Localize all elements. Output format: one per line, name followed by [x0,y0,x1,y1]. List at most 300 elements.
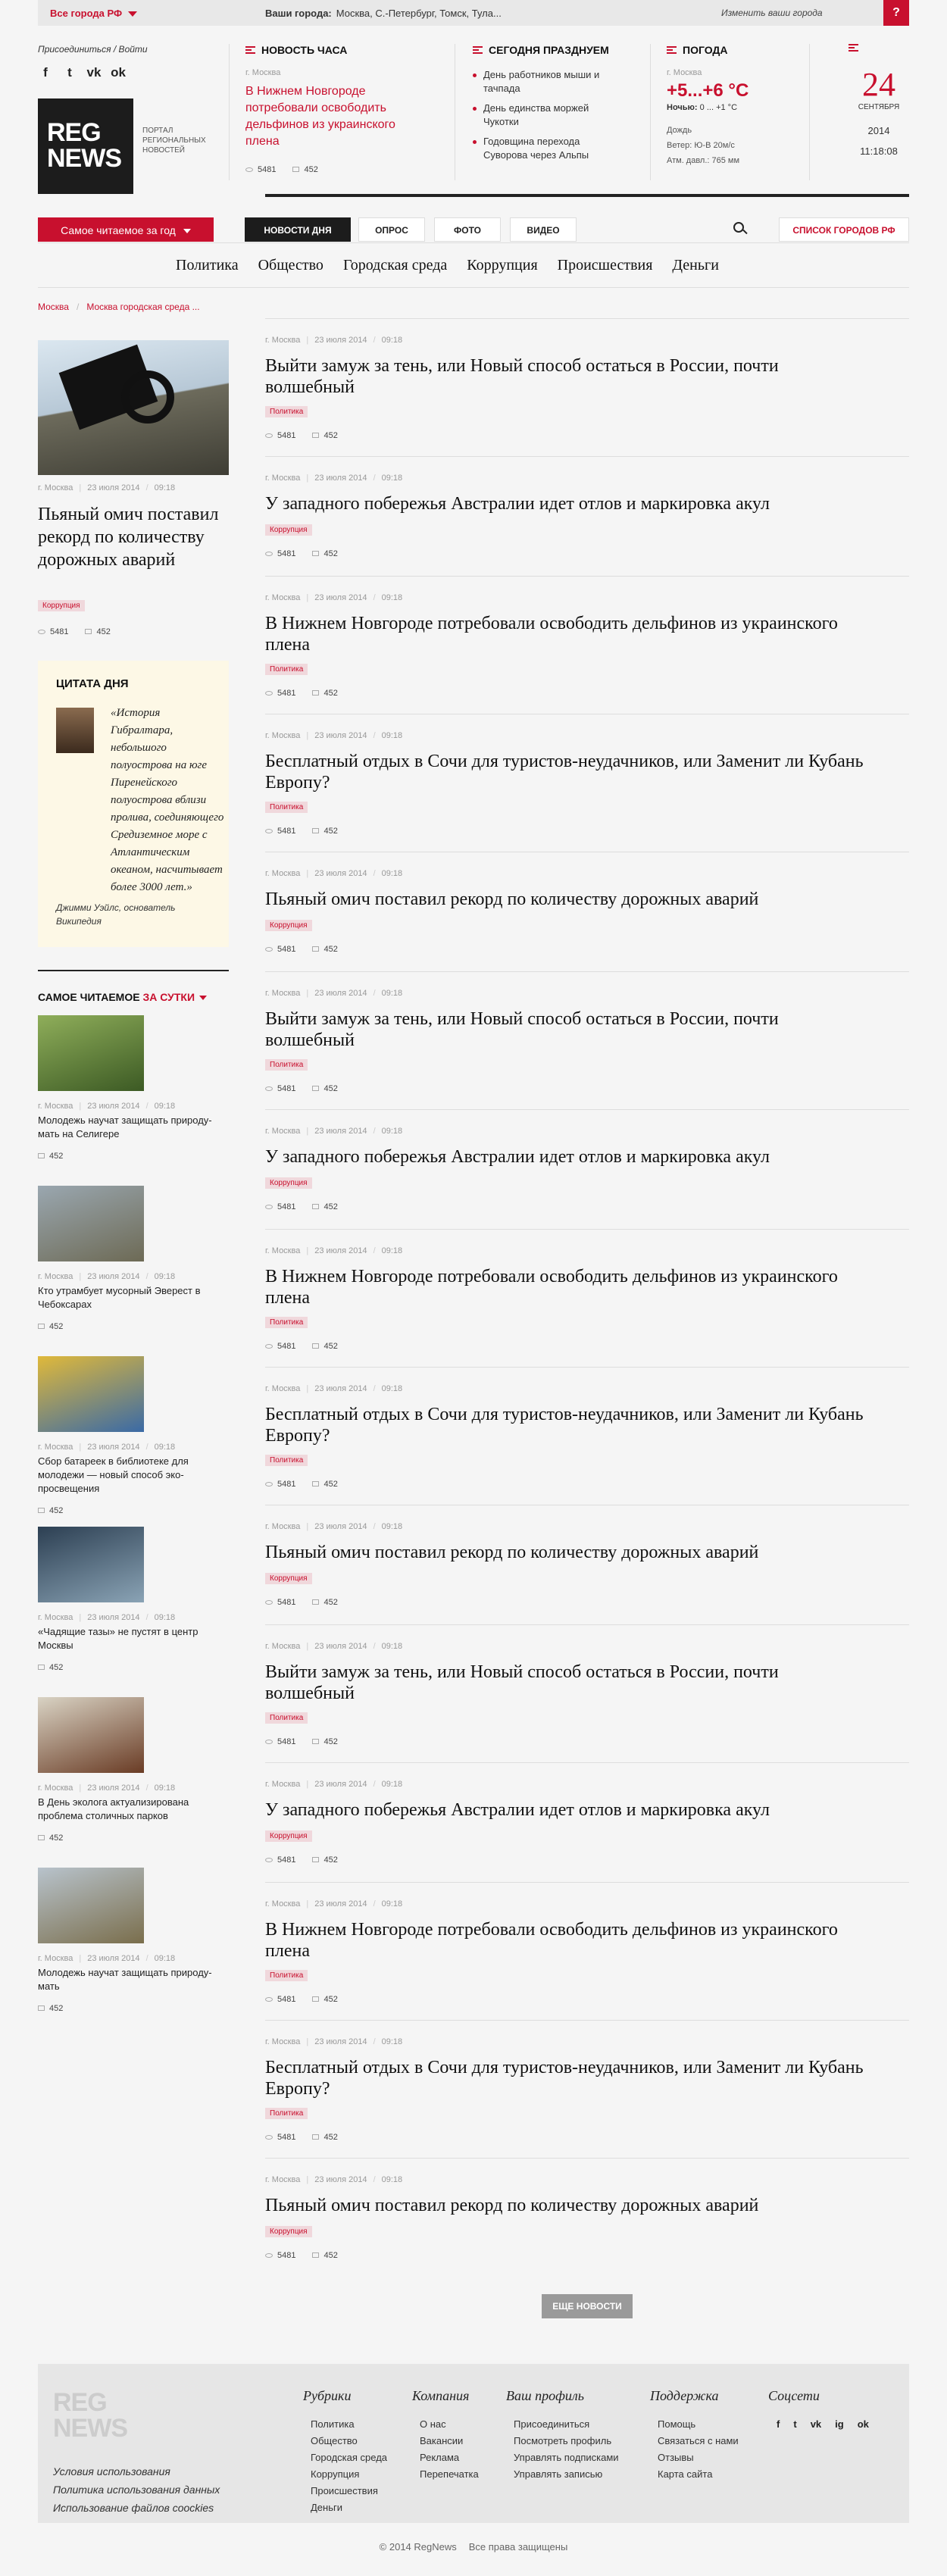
footer-logo[interactable] [53,2390,127,2441]
meta-place: г. Москва [265,731,301,740]
news-item [265,852,909,971]
logo-line2: NEWS [47,144,121,173]
comments-count: 452 [304,165,318,174]
news-stats [265,2251,338,2260]
footer-link[interactable]: Присоединиться [514,2418,590,2430]
featured-image[interactable] [38,340,229,475]
news-meta: г. Москва | 23 июля 2014 / 09:18 [265,989,403,998]
meta-place: г. Москва [265,1522,301,1531]
twitter-icon[interactable]: t [67,65,72,80]
breadcrumb-item[interactable]: Москва городская среда ... [86,302,200,312]
quote-of-day [38,661,229,947]
meta-time: 09:18 [154,1613,176,1622]
footer-link[interactable]: Помощь [658,2418,696,2430]
comment-icon [312,1086,319,1091]
popular-item[interactable] [38,1868,229,2013]
holiday-item[interactable]: День работников мыши и тачпада [473,68,624,95]
top-year-dropdown[interactable] [38,217,214,242]
popular-title[interactable]: Кто утрамбует мусорный Эверест в Чебоксарах [38,1285,201,1310]
views-count: 5481 [258,165,277,174]
meta-date: 23 июля 2014 [314,1522,367,1531]
chevron-down-icon [128,11,137,17]
news-tag[interactable]: Политика [265,2108,308,2119]
meta-date: 23 июля 2014 [314,989,367,998]
news-title[interactable]: У западного побережья Австралии идет отлов и маркировка акул [265,494,770,514]
meta-time: 09:18 [381,989,403,998]
popular-meta: г. Москва | 23 июля 2014 / 09:18 [38,1272,176,1281]
meta-date: 23 июля 2014 [314,869,367,878]
eye-icon [265,947,273,952]
image-shape [121,370,174,424]
news-stats [265,1084,338,1093]
privacy-link[interactable]: Политика использования данных [53,2484,220,2496]
news-tag[interactable]: Политика [265,664,308,675]
popular-item[interactable] [38,1186,229,1331]
comment-icon [38,1153,45,1158]
comment-icon [312,2134,319,2140]
comment-icon [38,1508,45,1513]
menu-item-money[interactable]: Деньги [672,257,719,274]
copyright-text: © 2014 RegNews [379,2541,457,2553]
comment-icon [312,1857,319,1862]
news-tag[interactable]: Коррупция [265,2226,312,2237]
popular-meta: г. Москва | 23 июля 2014 / 09:18 [38,1954,176,1963]
news-item [265,714,909,852]
meta-place: г. Москва [265,1246,301,1255]
news-title[interactable]: Выйти замуж за тень, или Новый способ остаться в России, почти волшебный [265,1009,779,1050]
news-title[interactable]: В Нижнем Новгороде потребовали освободить дельфинов из украинского плена [265,1920,838,1961]
news-item [265,318,909,456]
comments-count: 452 [323,1995,338,2004]
hourly-title[interactable]: В Нижнем Новгороде потребовали освободить дельфинов из украинского плена [245,85,395,148]
hourly-stats [245,165,442,174]
news-title[interactable]: В Нижнем Новгороде потребовали освободить дельфинов из украинского плена [265,1267,838,1308]
odnoklassniki-icon[interactable]: ok [111,65,126,80]
meta-time: 09:18 [381,2175,403,2184]
footer-link[interactable]: Происшествия [311,2485,378,2496]
comments-count: 452 [323,549,338,558]
vk-icon[interactable]: vk [86,65,102,80]
logo-subtitle: ПОРТАЛ РЕГИОНАЛЬНЫХ НОВОСТЕЙ [142,127,206,155]
footer-link[interactable]: Городская среда [311,2452,388,2463]
popular-stats [38,1834,229,1843]
footer-link[interactable]: О нас [420,2418,446,2430]
news-item [265,456,909,576]
eye-icon [245,167,253,172]
news-tag[interactable]: Политика [265,802,308,813]
news-title[interactable]: Пьяный омич поставил рекорд по количеству дорожных аварий [265,889,759,909]
hourly-news [245,44,442,174]
facebook-icon[interactable]: f [43,65,48,80]
news-meta: г. Москва | 23 июля 2014 / 09:18 [265,731,403,740]
news-title[interactable]: У западного побережья Австралии идет отлов и маркировка акул [265,1800,770,1820]
holiday-item[interactable]: День единства моржей Чукотки [473,102,624,129]
meta-time: 09:18 [381,1246,403,1255]
vk-icon[interactable]: vk [810,2418,822,2430]
footer-link[interactable]: Реклама [420,2452,460,2463]
meta-time: 09:18 [381,474,403,483]
news-item [265,2158,909,2277]
tab-poll[interactable]: ОПРОС [358,217,425,242]
popular-period[interactable]: ЗА СУТКИ [142,991,195,1003]
views-count: 5481 [277,1480,296,1489]
meta-date: 23 июля 2014 [314,593,367,602]
rubric-menu [38,242,909,288]
footer-logo-line1: REG [53,2388,107,2417]
news-tag[interactable]: Коррупция [265,1830,312,1842]
change-cities-link[interactable]: Изменить ваши города [721,8,823,18]
popular-title[interactable]: Молодежь научат защищать природу-мать [38,1967,212,1992]
meta-place: г. Москва [265,869,301,878]
meta-date: 23 июля 2014 [87,1784,140,1793]
all-cities-dropdown[interactable] [50,8,137,19]
hourly-heading [245,44,442,56]
divider [809,44,810,180]
eye-icon [265,691,273,696]
hourly-heading-text: НОВОСТЬ ЧАСА [261,44,348,56]
meta-place: г. Москва [265,1899,301,1909]
meta-time: 09:18 [154,1443,176,1452]
chevron-down-icon [183,229,191,233]
tab-video[interactable]: ВИДЕО [510,217,577,242]
meta-place: г. Москва [265,989,301,998]
weather-heading [667,44,803,56]
footer-link[interactable]: Отзывы [658,2452,694,2463]
footer-link[interactable]: Деньги [311,2502,342,2513]
comment-icon [38,1324,45,1329]
meta-date: 23 июля 2014 [314,1899,367,1909]
twitter-icon[interactable]: t [793,2418,797,2430]
views-count: 5481 [277,1995,296,2004]
footer-link[interactable]: Посмотреть профиль [514,2435,612,2446]
news-stats [265,1995,338,2004]
news-tag[interactable]: Политика [265,1317,308,1328]
date-time: 11:18:08 [860,145,898,157]
popular-image[interactable] [38,1186,144,1261]
menu-icon [473,46,483,54]
news-item [265,971,909,1109]
eye-icon [265,1205,273,1209]
news-item [265,576,909,714]
featured-tag[interactable]: Коррупция [38,600,85,611]
meta-date: 23 июля 2014 [314,2175,367,2184]
footer-link[interactable]: Перепечатка [420,2468,479,2480]
popular-stats [38,1322,229,1331]
meta-time: 09:18 [154,1102,176,1111]
your-cities-label: Ваши города: [265,8,332,19]
meta-time: 09:18 [154,483,176,492]
meta-date: 23 июля 2014 [314,474,367,483]
auth-links[interactable]: Присоединиться / Войти [38,44,148,55]
news-title[interactable]: У западного побережья Австралии идет отлов и маркировка акул [265,1147,770,1167]
news-tag[interactable]: Политика [265,1712,308,1724]
meta-date: 23 июля 2014 [314,1780,367,1789]
meta-place: г. Москва [265,2175,301,2184]
cities-list-button[interactable]: СПИСОК ГОРОДОВ РФ [779,217,909,242]
news-item [265,1367,909,1505]
comment-icon [312,433,319,438]
quote-author: Джимми Уэйлс, основатель Википедия [56,902,176,927]
meta-place: г. Москва [265,593,301,602]
comment-icon [312,551,319,556]
meta-place: г. Москва [265,1642,301,1651]
meta-time: 09:18 [154,1272,176,1281]
meta-place: г. Москва [265,474,301,483]
meta-date: 23 июля 2014 [314,1642,367,1651]
comment-icon [312,2252,319,2258]
news-title[interactable]: Бесплатный отдых в Сочи для туристов-неудачников, или Заменит ли Кубань Европу? [265,1405,864,1446]
popular-stats [38,2004,229,2013]
divider [229,44,230,180]
meta-time: 09:18 [154,1784,176,1793]
footer-column-title: Поддержка [650,2388,719,2403]
views-count: 5481 [277,689,296,698]
meta-date: 23 июля 2014 [87,1102,140,1111]
news-meta: г. Москва | 23 июля 2014 / 09:18 [265,474,403,483]
tab-news[interactable]: НОВОСТИ ДНЯ [245,217,351,242]
featured-title[interactable]: Пьяный омич поставил рекорд по количеству дорожных аварий [38,505,219,570]
views-count: 5481 [50,627,69,636]
menu-icon[interactable] [849,44,858,52]
meta-time: 09:18 [381,2037,403,2046]
current-date [849,68,909,157]
news-stats [265,431,338,440]
news-title[interactable]: Бесплатный отдых в Сочи для туристов-неудачников, или Заменит ли Кубань Европу? [265,2058,864,2099]
comments-count: 452 [323,431,338,440]
news-tag[interactable]: Политика [265,1455,308,1466]
news-meta: г. Москва | 23 июля 2014 / 09:18 [265,2175,403,2184]
more-news-button[interactable]: ЕЩЕ НОВОСТИ [542,2294,633,2318]
meta-date: 23 июля 2014 [87,483,140,492]
top-bar [38,0,909,26]
quote-text: «История Гибралтара, небольшого полуострова на юге Пиренейского полуострова вблизи пролива, соединяющего Средиземное море с Атлантическим океаном, насчитывает более 3000 лет.» [111,707,224,893]
meta-time: 09:18 [381,1899,403,1909]
news-item [265,1624,909,1762]
search-icon[interactable] [733,222,744,233]
eye-icon [265,1858,273,1862]
footer-legal-links [53,2462,220,2517]
news-meta: г. Москва | 23 июля 2014 / 09:18 [265,1522,403,1531]
news-meta: г. Москва | 23 июля 2014 / 09:18 [265,1642,403,1651]
popular-item[interactable] [38,1697,229,1843]
weather-night [667,103,803,112]
news-item [265,1762,909,1882]
eye-icon [265,1086,273,1091]
popular-item[interactable] [38,1015,229,1161]
meta-date: 23 июля 2014 [314,1127,367,1136]
meta-date: 23 июля 2014 [314,2037,367,2046]
news-title[interactable]: Выйти замуж за тень, или Новый способ остаться в России, почти волшебный [265,356,779,397]
weather-heading-text: ПОГОДА [683,44,728,56]
help-button[interactable]: ? [883,0,909,26]
footer-link[interactable]: Связаться с нами [658,2435,739,2446]
eye-icon [265,1344,273,1349]
footer-column [303,2388,387,2516]
views-count: 5481 [277,1855,296,1865]
weather-pressure: Атм. давл.: 765 мм [667,156,740,165]
popular-stats [38,1663,229,1672]
popular-image[interactable] [38,1527,144,1602]
instagram-icon[interactable]: ig [835,2418,844,2430]
popular-heading-text: САМОЕ ЧИТАЕМОЕ [38,991,140,1003]
footer-link[interactable]: Общество [311,2435,358,2446]
eye-icon [265,1600,273,1605]
news-title[interactable]: Пьяный омич поставил рекорд по количеству дорожных аварий [265,2196,759,2215]
news-title[interactable]: В Нижнем Новгороде потребовали освободить дельфинов из украинского плена [265,614,838,655]
comments-count: 452 [323,1480,338,1489]
breadcrumb-item[interactable]: Москва [38,302,69,312]
eye-icon [265,552,273,556]
footer-column [506,2388,619,2483]
menu-item-incidents[interactable]: Происшествия [557,257,653,274]
comment-icon [312,1204,319,1209]
footer-link[interactable]: Политика [311,2418,355,2430]
meta-date: 23 июля 2014 [314,1384,367,1393]
comments-count: 452 [323,689,338,698]
news-title[interactable]: Бесплатный отдых в Сочи для туристов-неудачников, или Заменит ли Кубань Европу? [265,752,864,792]
news-tag[interactable]: Коррупция [265,524,312,536]
footer-link[interactable]: Управлять записью [514,2468,603,2480]
footer [38,2364,909,2523]
menu-icon [245,46,255,54]
popular-meta: г. Москва | 23 июля 2014 / 09:18 [38,1102,176,1111]
meta-place: г. Москва [265,336,301,345]
weather-place: г. Москва [667,68,702,77]
popular-title[interactable]: Молодежь научат защищать природу-мать на Селигере [38,1114,212,1140]
meta-place: г. Москва [38,1443,73,1452]
logo-line1: REG [47,118,101,147]
meta-time: 09:18 [381,1384,403,1393]
footer-link[interactable]: Коррупция [311,2468,360,2480]
date-month: СЕНТЯБРЯ [858,103,900,111]
popular-stats [38,1506,229,1515]
comments-count: 452 [323,945,338,954]
popular-title[interactable]: В День эколога актуализирована проблема столичных парков [38,1796,189,1821]
news-stats [265,549,338,558]
odnoklassniki-icon[interactable]: ok [857,2418,869,2430]
footer-column-title: Соцсети [768,2388,820,2403]
views-count: 5481 [277,2133,296,2142]
news-meta: г. Москва | 23 июля 2014 / 09:18 [265,593,403,602]
news-stats [265,1202,338,1211]
views-count: 5481 [277,549,296,558]
meta-place: г. Москва [38,1102,73,1111]
news-tag[interactable]: Политика [265,1059,308,1071]
holiday-item[interactable]: Годовщина перехода Суворова через Альпы [473,135,624,162]
comment-icon [38,1835,45,1840]
comment-icon [312,1481,319,1487]
chevron-down-icon[interactable] [199,996,207,1000]
quote-heading: ЦИТАТА ДНЯ [56,677,129,690]
comments-count: 452 [323,1342,338,1351]
comment-icon [312,1343,319,1349]
comments-count: 452 [49,1152,64,1161]
menu-item-city[interactable]: Городская среда [342,257,448,274]
popular-title[interactable]: Сбор батареек в библиотеке для молодежи — новый способ эко-просвещения [38,1455,189,1494]
eye-icon [265,829,273,833]
meta-place: г. Москва [38,1272,73,1281]
eye-icon [38,630,45,634]
terms-link[interactable]: Условия использования [53,2465,170,2478]
holidays-heading-text: СЕГОДНЯ ПРАЗДНУЕМ [489,44,609,56]
meta-time: 09:18 [381,1127,403,1136]
meta-time: 09:18 [154,1954,176,1963]
tab-photo[interactable]: ФОТО [434,217,501,242]
weather-temp: +5...+6 °C [667,80,749,101]
news-tag[interactable]: Политика [265,406,308,417]
comment-icon [38,1665,45,1670]
header-social [38,65,126,80]
news-title[interactable]: Выйти замуж за тень, или Новый способ остаться в России, почти волшебный [265,1662,779,1703]
cookies-link[interactable]: Использование файлов coockies [53,2502,214,2514]
all-cities-label: Все города РФ [50,8,123,19]
popular-image[interactable] [38,1015,144,1091]
footer-column-title: Ваш профиль [506,2388,584,2403]
eye-icon [265,2253,273,2258]
views-count: 5481 [277,827,296,836]
news-tag[interactable]: Коррупция [265,1177,312,1189]
menu-item-politics[interactable]: Политика [176,257,239,274]
views-count: 5481 [277,1342,296,1351]
eye-icon [265,2135,273,2140]
logo[interactable] [38,98,133,194]
meta-date: 23 июля 2014 [87,1443,140,1452]
meta-time: 09:18 [381,593,403,602]
meta-date: 23 июля 2014 [314,336,367,345]
popular-image[interactable] [38,1356,144,1432]
popular-meta: г. Москва | 23 июля 2014 / 09:18 [38,1784,176,1793]
news-tag[interactable]: Коррупция [265,1573,312,1584]
comments-count: 452 [49,1506,64,1515]
meta-time: 09:18 [381,336,403,345]
your-cities [265,8,502,19]
popular-image[interactable] [38,1697,144,1773]
news-stats [265,2133,338,2142]
comments-count: 452 [323,827,338,836]
views-count: 5481 [277,1598,296,1607]
footer-column-title: Рубрики [303,2388,352,2403]
news-tag[interactable]: Коррупция [265,920,312,931]
comment-icon [312,1996,319,2002]
menu-icon [667,46,677,54]
comment-icon [312,1739,319,1744]
meta-place: г. Москва [265,2037,301,2046]
menu-item-society[interactable]: Общество [258,257,323,274]
footer-column [650,2388,739,2483]
news-stats [265,1855,338,1865]
avatar [56,708,94,753]
news-title[interactable]: Пьяный омич поставил рекорд по количеству дорожных аварий [265,1543,759,1562]
popular-title[interactable]: «Чадящие тазы» не пустят в центр Москвы [38,1626,198,1651]
popular-item[interactable] [38,1527,229,1672]
popular-image[interactable] [38,1868,144,1943]
comment-icon [312,690,319,696]
news-tag[interactable]: Политика [265,1970,308,1981]
facebook-icon[interactable]: f [777,2418,780,2430]
views [245,165,276,174]
footer-link[interactable]: Управлять подписками [514,2452,619,2463]
weather-wind: Ветер: Ю-В 20м/с [667,141,735,150]
popular-item[interactable] [38,1356,229,1515]
footer-link[interactable]: Карта сайта [658,2468,713,2480]
menu-item-corruption[interactable]: Коррупция [467,257,538,274]
meta-date: 23 июля 2014 [314,1246,367,1255]
holidays-list [473,68,647,162]
night-value: 0 ... +1 °C [699,103,738,112]
meta-date: 23 июля 2014 [87,1954,140,1963]
comments-count: 452 [323,2251,338,2260]
footer-link[interactable]: Вакансии [420,2435,464,2446]
